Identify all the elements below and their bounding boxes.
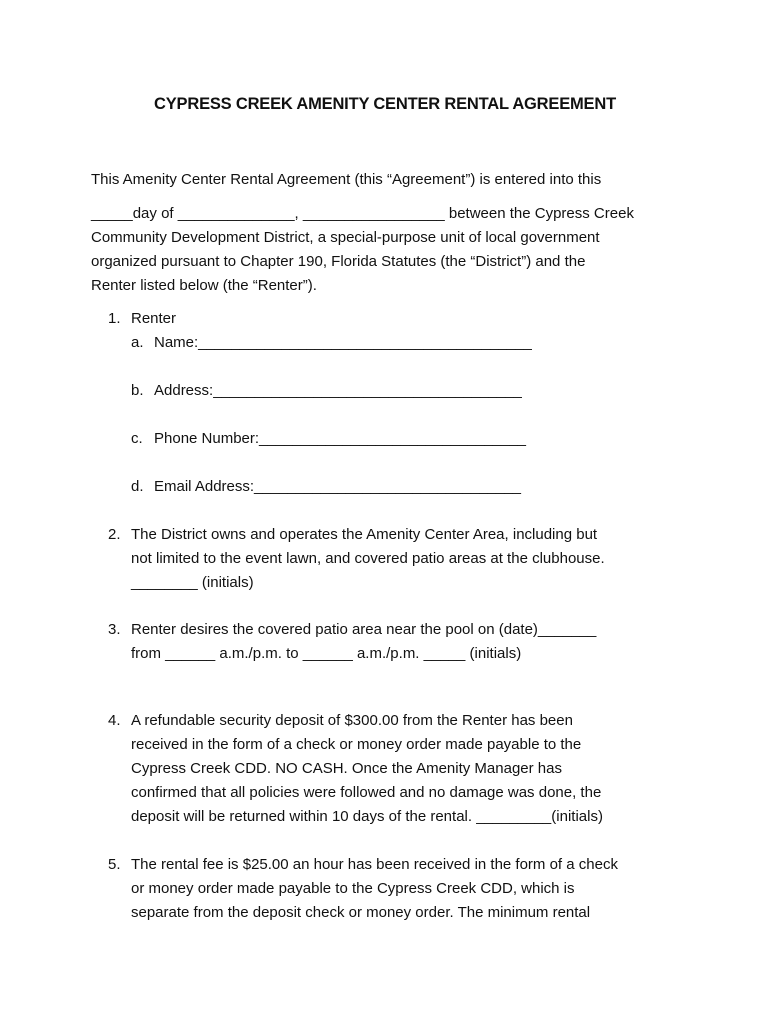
item-text: Renter: [131, 310, 177, 327]
item-number: 5.: [108, 856, 121, 873]
item-1-renter: [91, 307, 691, 499]
intro-line: _____day of ______________, _________________ between the Cypress Creek: [91, 205, 634, 222]
document-title: CYPRESS CREEK AMENITY CENTER RENTAL AGREEMENT: [154, 95, 616, 113]
item-number: 2.: [108, 526, 121, 543]
renter-phone-field: c. Phone Number:________________________________: [131, 430, 527, 447]
renter-address-field: b. Address:_____________________________________: [131, 382, 522, 399]
renter-name-field: a. Name:________________________________________: [131, 334, 532, 351]
item-number: 3.: [108, 621, 121, 638]
item-number: 4.: [108, 712, 121, 729]
intro-line: organized pursuant to Chapter 190, Florida Statutes (the “District”) and the: [91, 253, 586, 270]
intro-line: Community Development District, a special-purpose unit of local government: [91, 229, 600, 246]
renter-email-field: d. Email Address:________________________________: [131, 478, 521, 495]
intro-line: Renter listed below (the “Renter”).: [91, 277, 317, 294]
item-3-patio-request: 3. Renter desires the covered patio area near the pool on (date)_______ from ______ a.m./p.m. to ______ a.m./p.m. _____ (initials): [91, 618, 691, 666]
intro-line: This Amenity Center Rental Agreement (this “Agreement”) is entered into this: [91, 171, 602, 188]
item-number: 1.: [108, 310, 121, 327]
item-5-rental-fee: 5. The rental fee is $25.00 an hour has been received in the form of a check or money order made payable to the Cypress Creek CDD, which is separate from the deposit check or money order. The minimum rental: [91, 853, 691, 925]
item-2-district-owns: 2. The District owns and operates the Amenity Center Area, including but not limited to the event lawn, and covered patio areas at the clubhouse. ________ (initials): [91, 523, 691, 595]
intro-paragraph: [91, 168, 691, 298]
item-4-security-deposit: 4. A refundable security deposit of $300.00 from the Renter has been received in the form of a check or money order made payable to the Cypress Creek CDD. NO CASH. Once the Amenity Manager has confirmed that all policies were followed and no damage was done, the deposit will be returned within 10 days of the rental. _________(initials): [91, 709, 691, 829]
